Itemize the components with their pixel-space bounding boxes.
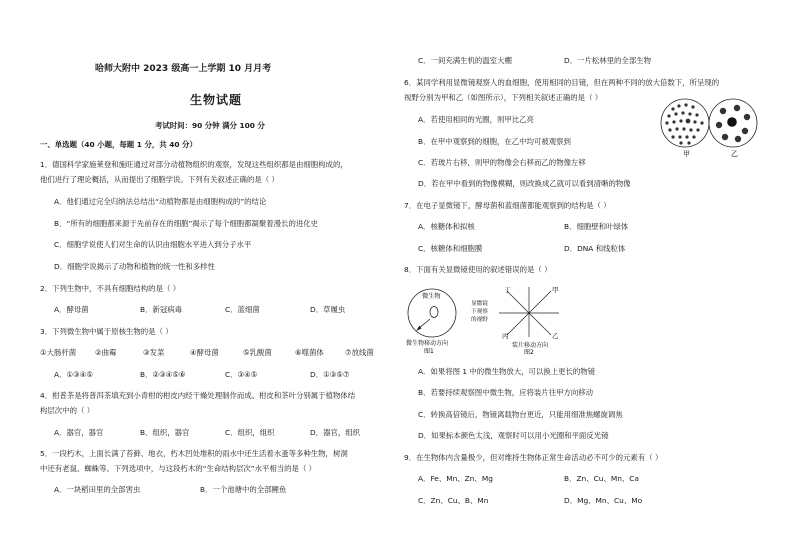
q3-option-b: B．②③④⑤⑥ bbox=[140, 370, 186, 379]
q8-option-b: B．若要持续观察图中微生物，应将装片往甲方向移动 bbox=[418, 388, 594, 397]
q4-option-d: D．器官，组织 bbox=[310, 428, 361, 437]
q2-stem: 2．下列生物中，不具有细胞结构的是（ ） bbox=[40, 284, 181, 293]
q8-stem: 8．下面有关显微镜使用的叙述错误的是（ ） bbox=[404, 265, 552, 274]
exam-title: 生物试题 bbox=[190, 93, 243, 107]
q9-option-d: D．Mg、Mn、Cu、Mo bbox=[564, 496, 643, 505]
fig2-center-line1: 显微镜 bbox=[471, 301, 488, 307]
q5-stem-line1: 5．一段朽木，上面长满了苔藓、地衣，朽木凹处堆积的雨水中还生活着水蚤等多种生物，树洞 bbox=[40, 449, 348, 458]
fig2-caption: 装片移动方向 bbox=[512, 342, 549, 349]
q6-option-c: C．若玻片右移，则甲的物像会右移而乙的物像左移 bbox=[418, 158, 586, 167]
q3-option-d: D．①③⑤⑦ bbox=[310, 370, 350, 379]
q1-option-d: D．细胞学说揭示了动物和植物的统一性和多样性 bbox=[54, 262, 215, 271]
q1-option-a: A．他们通过完全归纳法总结出“动植物都是由细胞构成的”的结论 bbox=[54, 197, 267, 206]
label-yi: 乙 bbox=[731, 150, 738, 157]
q5-option-a: A．一块稻田里的全部害虫 bbox=[54, 485, 141, 494]
q7-option-d: D．DNA 和线粒体 bbox=[564, 244, 626, 253]
q7-option-c: C．核糖体和细胞膜 bbox=[418, 244, 483, 253]
q5-option-b: B．一个池塘中的全部鲤鱼 bbox=[200, 485, 287, 494]
dir-bing: 丙 bbox=[502, 332, 509, 340]
q3-item-4: ④酵母菌 bbox=[190, 348, 219, 357]
q6-stem-line2: 视野分别为甲和乙（如图所示），下列相关叙述正确的是（ ） bbox=[404, 93, 603, 102]
q7-option-a: A．核糖体和拟核 bbox=[418, 222, 475, 231]
fig1-number: 图1 bbox=[424, 348, 434, 355]
label-jia: 甲 bbox=[683, 150, 690, 157]
q4-option-b: B．组织，器官 bbox=[140, 428, 190, 437]
q5-option-d: D．一片松林里的全部生物 bbox=[564, 56, 651, 65]
q8-option-a: A．如果将图 1 中的微生物放大，可以换上更长的物镜 bbox=[418, 367, 596, 376]
q3-stem: 3．下列微生物中属于原核生物的是（ ） bbox=[40, 327, 173, 336]
q9-option-a: A．Fe、Mn、Zn、Mg bbox=[418, 474, 493, 483]
q6-microscope-figure bbox=[659, 95, 759, 157]
q3-item-7: ⑦放线菌 bbox=[345, 348, 374, 357]
q2-option-d: D．草履虫 bbox=[310, 305, 346, 314]
q6-stem-line1: 6．某同学利用显微镜观察人的血细胞，使用相同的目镜，但在两种不同的放大倍数下，所呈现的 bbox=[404, 78, 720, 87]
q9-option-b: B．Zn、Cu、Mn、Ca bbox=[564, 474, 639, 483]
exam-meta: 考试时间：90 分钟 满分 100 分 bbox=[155, 121, 265, 130]
left-column bbox=[40, 0, 390, 560]
q1-stem-line2: 他们进行了理论概括，从而提出了细胞学说。下列有关叙述正确的是（ ） bbox=[40, 175, 279, 184]
q3-item-3: ③发菜 bbox=[143, 348, 165, 357]
dir-ding: 丁 bbox=[504, 286, 511, 294]
q3-item-2: ②曲霉 bbox=[95, 348, 117, 357]
q9-stem: 9．在生物体内含量极少，但对维持生物体正常生命活动必不可少的元素有（ ） bbox=[404, 453, 663, 462]
q3-item-6: ⑥噬菌体 bbox=[295, 348, 324, 357]
q3-item-1: ①大肠杆菌 bbox=[40, 348, 77, 357]
right-column bbox=[404, 0, 764, 560]
q2-option-c: C．蓝细菌 bbox=[225, 305, 260, 314]
q6-option-b: B．在甲中观察到的细胞，在乙中均可被观察到 bbox=[418, 137, 571, 146]
q1-option-c: C．细胞学说使人们对生命的认识由细胞水平进入到分子水平 bbox=[54, 240, 252, 249]
q8-option-d: D．如果标本颜色太浅，观察时可以用小光圈和平面反光镜 bbox=[418, 431, 609, 440]
q1-option-b: B．“所有的细胞都来源于先前存在的细胞”揭示了每个细胞都凝聚着漫长的进化史 bbox=[54, 219, 319, 228]
fig2-center-line3: 的视野 bbox=[471, 317, 488, 323]
q4-option-a: A．器官，器官 bbox=[54, 428, 104, 437]
q8-figures bbox=[404, 283, 604, 355]
q5-option-c: C．一间充满生机的温室大棚 bbox=[418, 56, 512, 65]
q4-stem-line1: 4．柑普茶是将普洱茶填充到小青柑的柑皮内经干燥处理制作而成。柑皮和茶叶分别属于植物体结 bbox=[40, 391, 356, 400]
q6-option-d: D．若在甲中看到的物像模糊，则改换成乙就可以看到清晰的物像 bbox=[418, 179, 631, 188]
section-title: 一、单选题（40 小题，每题 1 分，共 40 分） bbox=[40, 140, 197, 149]
q6-option-a: A．若使用相同的光圈，则甲比乙亮 bbox=[418, 115, 534, 124]
exam-header: 哈师大附中 2023 级高一上学期 10 月月考 bbox=[95, 64, 272, 74]
q3-option-c: C．③④⑤ bbox=[225, 370, 258, 379]
q5-stem-line2: 中还有老鼠、蜘蛛等。下列选项中，与这段朽木的“生命结构层次”水平相当的是（ ） bbox=[40, 464, 317, 473]
q4-option-c: C．组织，组织 bbox=[225, 428, 275, 437]
q3-item-5: ⑤乳酸菌 bbox=[243, 348, 272, 357]
q9-option-c: C．Zn、Cu、B、Mn bbox=[418, 496, 489, 505]
q2-option-b: B．新冠病毒 bbox=[140, 305, 183, 314]
q4-stem-line2: 构层次中的（ ） bbox=[40, 406, 95, 415]
q8-option-c: C．转换高倍镜后，物镜离载物台更近，只能用细准焦螺旋调焦 bbox=[418, 410, 623, 419]
fig2-center-line2: 下观察 bbox=[471, 309, 488, 315]
fig1-microbe-label: 微生物 bbox=[422, 293, 441, 300]
q2-option-a: A．酵母菌 bbox=[54, 305, 89, 314]
q7-stem: 7．在电子显微镜下，酵母菌和蓝细菌都能观察到的结构是（ ） bbox=[404, 201, 611, 210]
q1-stem-line1: 1．德国科学家施莱登和施旺通过对部分动植物组织的观察，发现这些组织都是由细胞构成的， bbox=[40, 160, 348, 169]
q7-option-b: B．细胞壁和叶绿体 bbox=[564, 222, 629, 231]
fig1-caption: 微生物移动方向 bbox=[406, 340, 449, 347]
q3-option-a: A．①③④⑤ bbox=[54, 370, 93, 379]
dir-jia: 甲 bbox=[552, 286, 559, 294]
fig2-number: 图2 bbox=[524, 349, 534, 355]
dir-yi: 乙 bbox=[552, 332, 559, 340]
